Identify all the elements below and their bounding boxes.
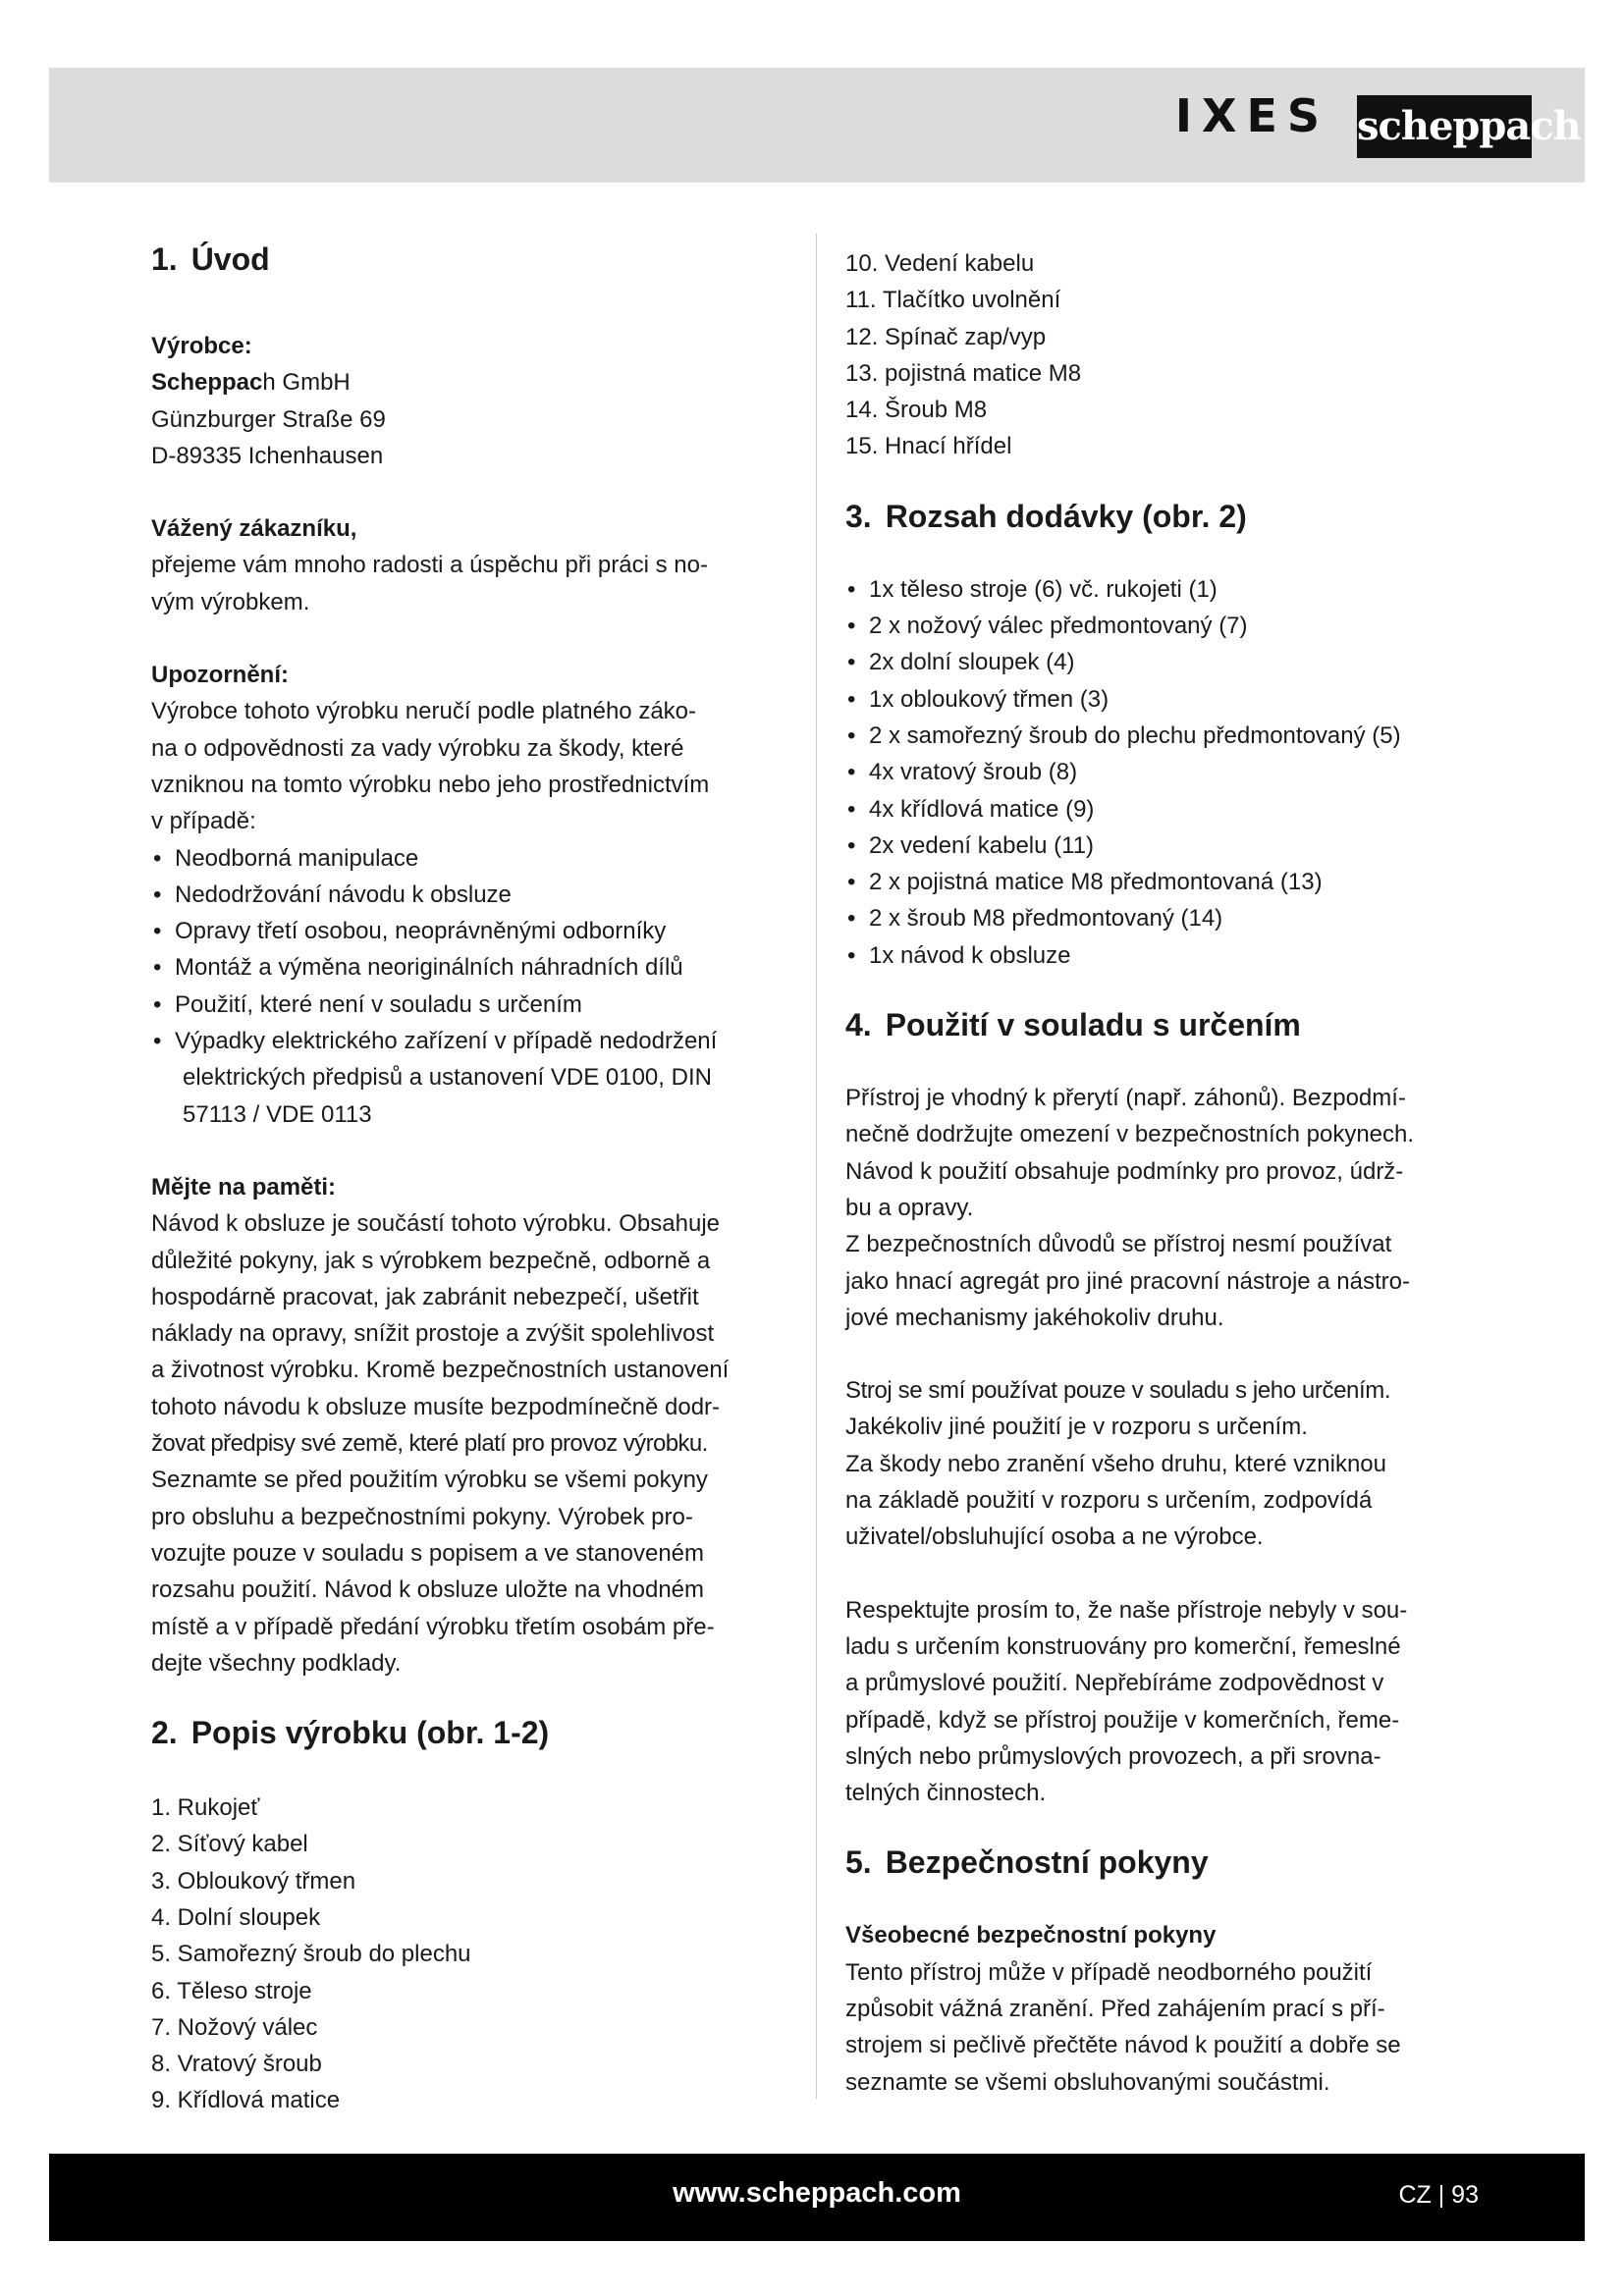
list-item: 3. Obloukový třmen: [151, 1867, 356, 1895]
text-line: telných činnostech.: [845, 1780, 1047, 1807]
text-line: strojem si pečlivě přečtěte návod k použití a dobře se: [845, 2032, 1401, 2059]
remember-line: Seznamte se před použitím výrobku se všemi pokyny: [151, 1467, 708, 1494]
text-line: jové mechanismy jakéhokoliv druhu.: [845, 1304, 1224, 1331]
text-line: a průmyslové použití. Nepřebíráme zodpovědnost v: [845, 1670, 1384, 1697]
list-item: 4. Dolní sloupek: [151, 1903, 321, 1931]
list-item: • 2x vedení kabelu (11): [845, 828, 1484, 864]
section-2-heading: 2. Popis výrobku (obr. 1-2): [151, 1715, 550, 1751]
remember-line: náklady na opravy, snížit prostoje a zvýšit spolehlivost: [151, 1320, 715, 1348]
list-item: 8. Vratový šroub: [151, 2051, 322, 2078]
manufacturer-label: Výrobce:: [151, 333, 252, 359]
list-item: • Neodborná manipulace: [151, 840, 787, 877]
remember-line: dejte všechny podklady.: [151, 1649, 402, 1677]
text-line: ladu s určením konstruovány pro komerční, řemeslné: [845, 1632, 1401, 1660]
list-item: 1. Rukojeť: [151, 1794, 260, 1822]
list-item: 12. Spínač zap/vyp: [845, 323, 1047, 350]
text-line: slných nebo průmyslových provozech, a při srovna-: [845, 1742, 1381, 1770]
list-item: 7. Nožový válec: [151, 2013, 318, 2041]
text-line: Jakékoliv jiné použití je v rozporu s určením.: [845, 1414, 1308, 1441]
page-header: [49, 68, 1585, 183]
text-line: Za škody nebo zranění všeho druhu, které vzniknou: [845, 1450, 1386, 1477]
remember-label: Mějte na paměti:: [151, 1173, 337, 1201]
list-item: • 4x křídlová matice (9): [845, 791, 1484, 828]
text-line: Respektujte prosím to, že naše přístroje nebyly v sou-: [845, 1596, 1408, 1624]
remember-line: hospodárně pracovat, jak zabránit nebezpečí, ušetřit: [151, 1283, 699, 1310]
text-line: případě, když se přístroj použije v komerčních, řeme-: [845, 1706, 1400, 1734]
text-line: bu a opravy.: [845, 1194, 974, 1221]
list-item: • 1x těleso stroje (6) vč. rukojeti (1): [845, 571, 1484, 608]
section-5-heading: 5. Bezpečnostní pokyny: [845, 1844, 1209, 1881]
text-line: způsobit vážná zranění. Před zahájením prací s pří-: [845, 1995, 1385, 2022]
text-line: Z bezpečnostních důvodů se přístroj nesmí používat: [845, 1231, 1392, 1258]
text-line: jako hnací agregát pro jiné pracovní nástroje a nástro-: [845, 1267, 1411, 1295]
list-item: • 1x návod k obsluze: [845, 937, 1484, 974]
text-line: Tento přístroj může v případě neodborného použití: [845, 1958, 1373, 1986]
text-line: uživatel/obsluhující osoba a ne výrobce.: [845, 1523, 1264, 1551]
intended-use-paragraph-2: [845, 1372, 1484, 1555]
list-item: 2. Síťový kabel: [151, 1831, 308, 1858]
remember-line: pro obsluhu a bezpečnostními pokyny. Výrobek pro-: [151, 1503, 693, 1530]
list-item: • 2 x samořezný šroub do plechu předmontovaný (5): [845, 718, 1484, 754]
list-item: • Opravy třetí osobou, neoprávněnými odborníky: [151, 913, 787, 949]
list-item: • Použití, které není v souladu s určením: [151, 987, 787, 1023]
list-item: • 2 x šroub M8 předmontovaný (14): [845, 900, 1484, 936]
ixes-logo: IXES: [1174, 89, 1329, 142]
intended-use-paragraph-3: [845, 1592, 1484, 1812]
scope-of-delivery-list: [845, 571, 1484, 974]
text-line: Stroj se smí používat pouze v souladu s jeho určením.: [845, 1377, 1391, 1405]
list-item: 14. Šroub M8: [845, 397, 988, 424]
list-item: • Montáž a výměna neoriginálních náhradních dílů: [151, 949, 787, 986]
notice-line: na o odpovědnosti za vady výrobku za škody, které: [151, 734, 684, 762]
list-item: 15. Hnací hřídel: [845, 433, 1012, 460]
remember-line: žovat předpisy své země, které platí pro provoz výrobku.: [151, 1430, 708, 1458]
intended-use-paragraph-1: [845, 1080, 1484, 1336]
text-line: Návod k použití obsahuje podmínky pro provoz, údrž-: [845, 1157, 1404, 1185]
notice-line: vzniknou na tomto výrobku nebo jeho prostřednictvím: [151, 771, 710, 798]
remember-line: rozsahu použití. Návod k obsluze uložte na vhodném: [151, 1576, 705, 1604]
safety-label: Všeobecné bezpečnostní pokyny: [845, 1922, 1217, 1949]
notice-label: Upozornění:: [151, 662, 289, 689]
list-item: • 4x vratový šroub (8): [845, 754, 1484, 790]
remember-line: důležité pokyny, jak s výrobkem bezpečně, odborně a: [151, 1247, 711, 1274]
list-item: • 2x dolní sloupek (4): [845, 644, 1484, 680]
city: D-89335 Ichenhausen: [151, 442, 384, 469]
list-item: • 2 x nožový válec předmontovaný (7): [845, 608, 1484, 644]
column-divider: [816, 234, 817, 2099]
list-item: • Nedodržování návodu k obsluze: [151, 877, 787, 913]
right-column: [845, 245, 1484, 2101]
list-item: 13. pojistná matice M8: [845, 359, 1082, 387]
list-item: • 2 x pojistná matice M8 předmontovaná (13): [845, 864, 1484, 900]
website-link[interactable]: www.scheppach.com: [673, 2177, 961, 2209]
text-line: na základě použití v rozporu s určením, zodpovídá: [845, 1487, 1373, 1515]
text-line: nečně dodržujte omezení v bezpečnostních pokynech.: [845, 1121, 1415, 1148]
list-item: 5. Samořezný šroub do plechu: [151, 1941, 471, 1968]
parts-list-continued: [845, 245, 1484, 465]
notice-line: Výrobce tohoto výrobku neručí podle platného záko-: [151, 698, 697, 725]
text-line: Přístroj je vhodný k přerytí (např. záhonů). Bezpodmí-: [845, 1085, 1406, 1112]
page-footer: [49, 2154, 1585, 2241]
section-1-heading: 1. Úvod: [151, 241, 270, 277]
list-item: 6. Těleso stroje: [151, 1977, 312, 2004]
list-item: • 1x obloukový třmen (3): [845, 681, 1484, 718]
dear-line: vým výrobkem.: [151, 588, 310, 615]
remember-line: vozujte pouze v souladu s popisem a ve stanoveném: [151, 1539, 705, 1567]
list-item: 10. Vedení kabelu: [845, 250, 1035, 277]
remember-line: tohoto návodu k obsluze musíte bezpodmínečně dodr-: [151, 1393, 721, 1420]
notice-line: v případě:: [151, 808, 256, 835]
section-4-heading: 4. Použití v souladu s určením: [845, 1007, 1301, 1043]
remember-line: Návod k obsluze je součástí tohoto výrobku. Obsahuje: [151, 1210, 720, 1238]
remember-line: a životnost výrobku. Kromě bezpečnostních ustanovení: [151, 1357, 730, 1384]
page-number: CZ | 93: [1398, 2181, 1479, 2209]
dear-customer-label: Vážený zákazníku,: [151, 515, 357, 543]
list-item: 9. Křídlová matice: [151, 2087, 341, 2114]
list-item: • Výpadky elektrického zařízení v případě nedodržení elektrických předpisů a ustanovení VDE 0100, DIN 57113 / VDE 0113: [151, 1023, 787, 1133]
notice-list: [151, 840, 787, 1133]
company-name: Scheppach GmbH: [151, 369, 351, 397]
dear-line: přejeme vám mnoho radosti a úspěchu při práci s no-: [151, 552, 708, 579]
street: Günzburger Straße 69: [151, 405, 386, 433]
section-3-heading: 3. Rozsah dodávky (obr. 2): [845, 498, 1247, 534]
scheppach-logo: scheppach: [1357, 95, 1532, 158]
left-column: [151, 236, 787, 2119]
parts-list: [151, 1789, 787, 2119]
text-line: seznamte se všemi obsluhovanými součástmi.: [845, 2068, 1330, 2096]
remember-line: místě a v případě předání výrobku třetím osobám pře-: [151, 1613, 715, 1640]
list-item: 11. Tlačítko uvolnění: [845, 287, 1061, 314]
